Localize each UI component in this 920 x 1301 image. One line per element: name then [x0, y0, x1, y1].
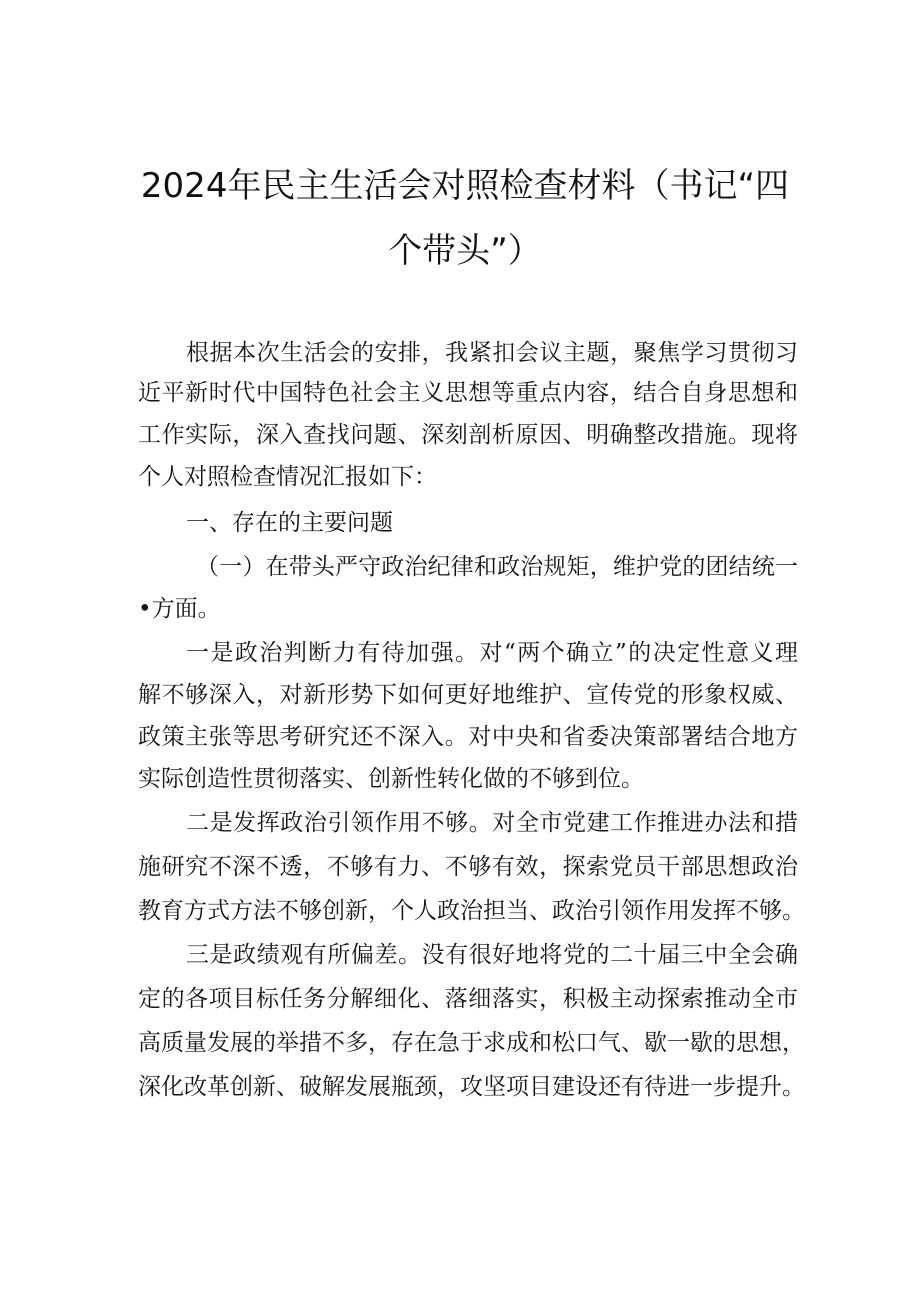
section-heading: 一、存在的主要问题	[186, 510, 393, 536]
intro-line: 近平新时代中国特色社会主义思想等重点内容，结合自身思想和	[138, 380, 798, 406]
point-one-line: 解不够深入，对新形势下如何更好地维护、宣传党的形象权威、	[138, 682, 798, 708]
point-two-line: 施研究不深不透，不够有力、不够有效，探索党员干部思想政治	[138, 854, 798, 880]
point-two-line: 教育方式方法不够创新，个人政治担当、政治引领作用发挥不够。	[138, 898, 805, 924]
point-one-line: 一是政治判断力有待加强。对“两个确立”的决定性意义理	[186, 640, 798, 666]
point-two-line: 二是发挥政治引领作用不够。对全市党建工作推进办法和措	[186, 810, 798, 836]
document-title-line-2: 个带头”）	[388, 231, 542, 271]
point-three-line: 三是政绩观有所偏差。没有很好地将党的二十届三中全会确	[186, 942, 798, 968]
point-three-line: 定的各项目标任务分解细化、落细落实，积极主动探索推动全市	[138, 986, 798, 1012]
intro-line: 个人对照检查情况汇报如下：	[138, 464, 437, 490]
intro-line: 根据本次生活会的安排，我紧扣会议主题，聚焦学习贯彻习	[186, 340, 798, 366]
point-one-line: 实际创造性贯彻落实、创新性转化做的不够到位。	[138, 766, 644, 792]
subsection-line: （一）在带头严守政治纪律和政治规矩，维护党的团结统一	[196, 554, 798, 580]
intro-line: 工作实际，深入查找问题、深刻剖析原因、明确整改措施。现将	[138, 422, 798, 448]
point-three-line: 深化改革创新、破解发展瓶颈，攻坚项目建设还有待进一步提升。	[138, 1074, 805, 1100]
document-title-line-1: 2024年民主生活会对照检查材料（书记“四	[140, 166, 790, 206]
subsection-line: •方面。	[138, 596, 221, 622]
point-three-line: 高质量发展的举措不多，存在急于求成和松口气、歇一歇的思想，	[138, 1030, 805, 1056]
point-one-line: 政策主张等思考研究还不深入。对中央和省委决策部署结合地方	[138, 724, 798, 750]
